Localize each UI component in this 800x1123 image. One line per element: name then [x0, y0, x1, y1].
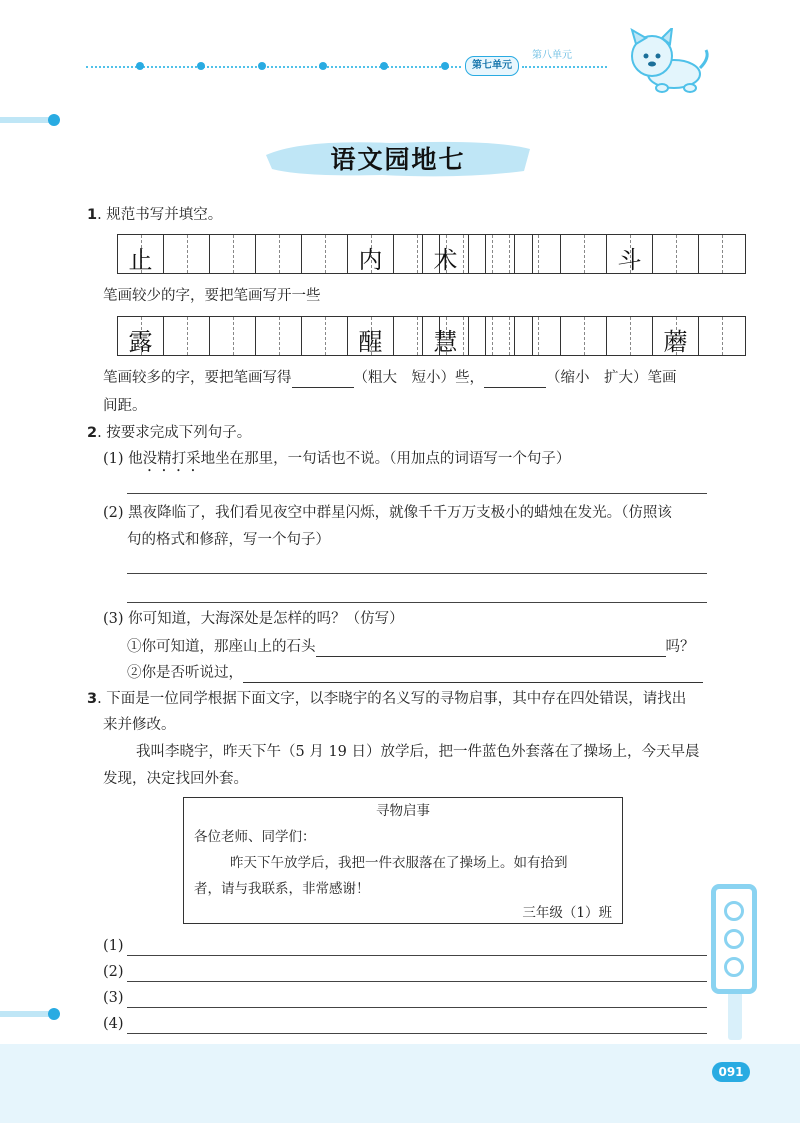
grid-cell[interactable]	[699, 317, 745, 355]
traffic-light-lamp	[724, 929, 744, 949]
grid-cell[interactable]	[256, 235, 302, 273]
model-character: 蘑	[663, 328, 688, 356]
question-2-heading	[87, 423, 251, 443]
model-character: 术	[433, 246, 458, 274]
footer-band	[0, 1044, 800, 1123]
grid-cell[interactable]	[164, 317, 210, 355]
question-text: . 下面是一位同学根据下面文字，以李晓宇的名义写的寻物启事，其中存在四处错误，请找出	[97, 691, 687, 707]
grid-cell	[118, 317, 164, 355]
grid-midline	[538, 317, 539, 355]
source-para-line1: 我叫李晓宇，昨天下午（5 月 19 日）放学后，把一件蓝色外套落在了操场上，今天早晨	[136, 744, 700, 760]
header-dot	[319, 62, 327, 70]
left-decoration-bar	[0, 1011, 52, 1017]
sentence-3a-text: ①你可知道，那座山上的石头	[127, 639, 316, 655]
writing-grid-row1-right	[422, 234, 746, 274]
grid-midline	[325, 235, 326, 273]
model-character: 醒	[358, 328, 383, 356]
grid-cell[interactable]	[256, 317, 302, 355]
question-1-heading	[87, 205, 222, 225]
sentence-1-pre: (1) 他	[103, 451, 143, 467]
question-number: 3	[87, 691, 98, 707]
grid-cell[interactable]	[561, 235, 607, 273]
fill-blank-2[interactable]	[484, 371, 546, 388]
grid-cell	[118, 235, 164, 273]
left-decoration-bar	[0, 117, 52, 123]
page-title: 语文园地七	[330, 145, 466, 174]
answer-label-4: (4)	[103, 1016, 124, 1032]
grid-midline	[676, 235, 677, 273]
grid-midline	[417, 235, 418, 273]
grid-midline	[187, 317, 188, 355]
sentence-3b	[127, 663, 703, 683]
grid-cell[interactable]	[515, 317, 561, 355]
grid-midline	[233, 317, 234, 355]
question-number: 2	[87, 425, 98, 441]
sentence-3b-text: ②你是否听说过，	[127, 665, 243, 681]
grid-midline	[584, 317, 585, 355]
sentence-2-line2: 句的格式和修辞，写一个句子）	[127, 532, 330, 548]
answer-line[interactable]	[127, 1007, 707, 1008]
traffic-light-icon	[711, 884, 757, 994]
traffic-light-lamp	[724, 957, 744, 977]
fill-text-b: （粗大 短小）些，	[353, 370, 484, 386]
fill-in-sentence	[103, 368, 677, 388]
model-character: 露	[128, 328, 153, 356]
notice-body-2: 者，请与我联系，非常感谢！	[194, 881, 370, 897]
notice-body-1: 昨天下午放学后，我把一件衣服落在了操场上。如有拾到	[230, 855, 568, 871]
grid-cell	[348, 235, 394, 273]
grid-cell	[653, 317, 699, 355]
sentence-1	[103, 449, 570, 475]
grid-cell[interactable]	[210, 317, 256, 355]
grid-midline	[492, 235, 493, 273]
grid-cell[interactable]	[653, 235, 699, 273]
header-dot	[441, 62, 449, 70]
grid-cell[interactable]	[469, 235, 515, 273]
grid-midline	[187, 235, 188, 273]
fill-text-a: 笔画较多的字，要把笔画写得	[103, 370, 292, 386]
model-character: 内	[358, 246, 383, 274]
writing-note: 笔画较少的字，要把笔画写开一些	[103, 288, 321, 304]
sentence-2-line1: (2) 黑夜降临了，我们看见夜空中群星闪烁，就像千千万万支极小的蜡烛在发光。（仿照该	[103, 505, 672, 521]
fill-blank-1[interactable]	[292, 371, 354, 388]
traffic-light-lamp	[724, 901, 744, 921]
grid-cell[interactable]	[699, 235, 745, 273]
sentence-3a	[127, 637, 695, 657]
header-dot	[380, 62, 388, 70]
grid-cell[interactable]	[210, 235, 256, 273]
fill-text-c: （缩小 扩大）笔画	[546, 370, 677, 386]
notice-greeting: 各位老师、同学们：	[194, 829, 316, 845]
grid-cell[interactable]	[607, 317, 653, 355]
model-character: 斗	[617, 246, 642, 274]
question-3-line2: 来并修改。	[103, 717, 176, 733]
notice-signature: 三年级（1）班	[522, 905, 612, 921]
answer-line[interactable]	[127, 573, 707, 574]
grid-midline	[584, 235, 585, 273]
grid-midline	[630, 317, 631, 355]
question-text: . 按要求完成下列句子。	[97, 425, 252, 441]
lost-item-notice	[183, 797, 623, 924]
page-number: 091	[712, 1062, 750, 1082]
answer-label-3: (3)	[103, 990, 124, 1006]
notice-title: 寻物启事	[376, 803, 430, 819]
header-dot	[197, 62, 205, 70]
grid-midline	[325, 317, 326, 355]
grid-midline	[279, 235, 280, 273]
next-unit-label: 第八单元	[532, 50, 572, 61]
source-para-line2: 发现，决定找回外套。	[103, 771, 248, 787]
grid-midline	[233, 235, 234, 273]
answer-label-2: (2)	[103, 964, 124, 980]
current-unit-badge: 第七单元	[465, 56, 519, 76]
grid-midline	[722, 235, 723, 273]
grid-cell	[607, 235, 653, 273]
dog-mascot-icon	[622, 28, 712, 96]
sentence-3a-blank[interactable]	[316, 640, 666, 657]
grid-midline	[722, 317, 723, 355]
fill-text-d: 间距。	[103, 398, 147, 414]
grid-cell[interactable]	[561, 317, 607, 355]
model-character: 止	[128, 246, 153, 274]
answer-label-1: (1)	[103, 938, 124, 954]
grid-cell[interactable]	[164, 235, 210, 273]
dotted-word: 没精打采	[142, 451, 201, 467]
question-text: . 规范书写并填空。	[97, 207, 223, 223]
grid-midline	[538, 235, 539, 273]
grid-cell	[348, 317, 394, 355]
question-3-heading	[87, 689, 686, 709]
writing-grid-row2-right	[422, 316, 746, 356]
header-dot	[258, 62, 266, 70]
answer-line[interactable]	[127, 955, 707, 956]
grid-midline	[417, 317, 418, 355]
answer-line[interactable]	[127, 602, 707, 603]
sentence-3b-blank[interactable]	[243, 666, 703, 683]
grid-midline	[492, 317, 493, 355]
left-decoration-dot	[48, 114, 60, 126]
grid-cell[interactable]	[515, 235, 561, 273]
header-dot	[136, 62, 144, 70]
left-decoration-dot	[48, 1008, 60, 1020]
answer-line[interactable]	[127, 1033, 707, 1034]
traffic-light-pole	[728, 990, 742, 1040]
sentence-1-post: 地坐在那里，一句话也不说。（用加点的词语写一个句子）	[200, 451, 571, 467]
question-number: 1	[87, 207, 98, 223]
grid-cell[interactable]	[302, 317, 348, 355]
sentence-3a-end: 吗？	[665, 639, 695, 655]
answer-line[interactable]	[127, 493, 707, 494]
grid-midline	[279, 317, 280, 355]
grid-cell	[423, 317, 469, 355]
grid-cell	[423, 235, 469, 273]
model-character: 慧	[433, 328, 458, 356]
header-dotted-line-right	[522, 66, 607, 68]
grid-cell[interactable]	[302, 235, 348, 273]
grid-cell[interactable]	[469, 317, 515, 355]
sentence-3: (3) 你可知道，大海深处是怎样的吗？（仿写）	[103, 611, 404, 627]
answer-line[interactable]	[127, 981, 707, 982]
